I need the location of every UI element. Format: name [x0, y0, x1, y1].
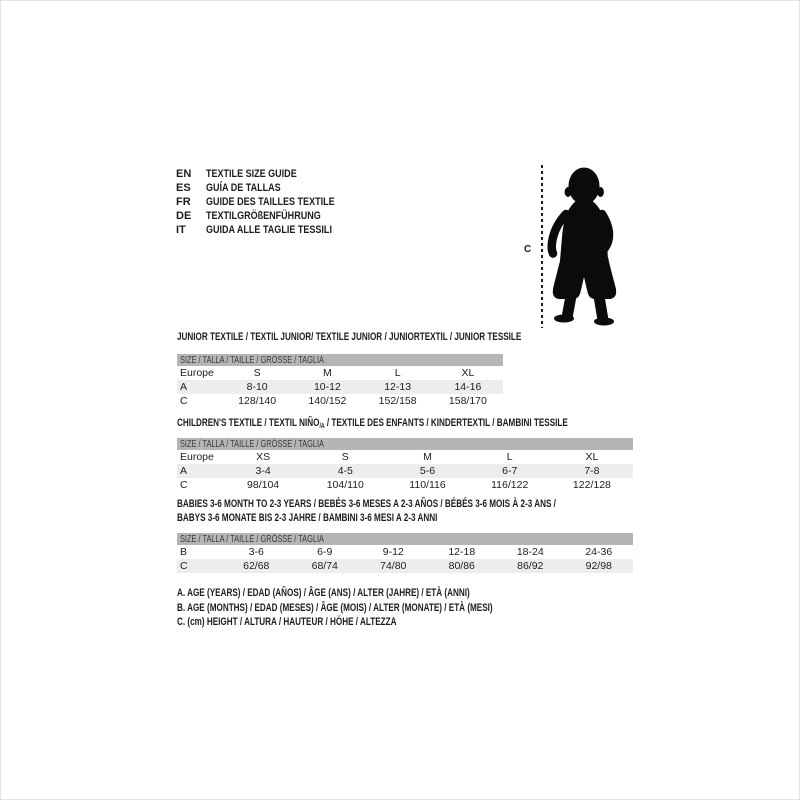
row-label: A	[180, 381, 188, 393]
row-label: C	[180, 560, 188, 572]
language-title: GUIDE DES TAILLES TEXTILE	[206, 196, 335, 208]
age-cell: 5-6	[419, 465, 436, 477]
legend-c-height-cm: C. (cm) HEIGHT / ALTURA / HAUTEUR / HÖHE / ALTEZZA	[177, 616, 397, 628]
junior-table-title-text: JUNIOR TEXTILE / TEXTIL JUNIOR/ TEXTILE JUNIOR / JUNIORTEXTIL / JUNIOR TESSILE	[177, 331, 522, 343]
babies-table-title-line1: BABIES 3-6 MONTH TO 2-3 YEARS / BEBÉS 3-6 MESES A 2-3 AÑOS / BÉBÉS 3-6 MOIS À 2-3 ANS /	[177, 498, 556, 510]
row-label: Europe	[180, 367, 214, 379]
toddler-silhouette-image	[546, 165, 624, 327]
age-cell: 9-12	[382, 546, 404, 558]
height-cell: 128/140	[238, 395, 277, 407]
language-code: EN	[176, 168, 192, 180]
size-header-row	[177, 354, 503, 366]
age-years-row	[177, 464, 633, 478]
size-cell: M	[323, 367, 332, 379]
height-cell: 74/80	[380, 560, 407, 572]
children-table-title-text: CHILDREN'S TEXTILE / TEXTIL $NIÑO_{/A}$ / TEXTILE DES ENFANTS / KINDERTEXTIL / BAMBINI TESSILE	[177, 417, 568, 430]
age-cell: 3-6	[248, 546, 264, 558]
age-cell: 12-13	[384, 381, 412, 393]
language-row-it	[176, 223, 363, 237]
height-cell: 104/110	[326, 479, 364, 491]
language-row-de	[176, 209, 363, 223]
age-cell: 12-18	[448, 546, 476, 558]
measure-legend	[177, 587, 604, 631]
babies-table-title-line2: BABYS 3-6 MONATE BIS 2-3 JAHRE / BAMBINI 3-6 MESI A 2-3 ANNI	[177, 511, 438, 524]
babies-table-title	[177, 498, 689, 525]
europe-sizes-row	[177, 366, 503, 380]
size-cell: L	[506, 451, 513, 463]
height-cell: 86/92	[517, 560, 544, 572]
height-measure-label: C	[524, 244, 532, 255]
age-cell: 6-7	[502, 465, 518, 477]
height-cm-row	[177, 394, 503, 408]
children-table-title	[177, 417, 705, 434]
language-code: FR	[176, 196, 191, 208]
language-title: TEXTILE SIZE GUIDE	[206, 168, 297, 180]
age-cell: 4-5	[337, 465, 353, 477]
age-cell: 7-8	[584, 465, 600, 477]
row-label: C	[180, 479, 188, 491]
language-title: TEXTILGRÖßENFÜHRUNG	[206, 210, 321, 222]
height-cell: 152/158	[378, 395, 417, 407]
legend-b-age-months: B. AGE (MONTHS) / EDAD (MESES) / ÂGE (MOIS) / ALTER (MONATE) / ETÀ (MESI)	[177, 601, 493, 614]
children-size-table	[177, 438, 633, 492]
height-cell: 110/116	[409, 479, 446, 491]
size-cell: L	[394, 367, 401, 379]
age-cell: 18-24	[516, 546, 544, 558]
age-cell: 3-4	[255, 465, 271, 477]
language-title: GUÍA DE TALLAS	[206, 182, 281, 194]
size-cell: XL	[461, 367, 475, 379]
row-label: Europe	[180, 451, 214, 463]
height-cell: 62/68	[243, 560, 270, 572]
language-code: DE	[176, 210, 192, 222]
language-row-en	[176, 167, 363, 181]
age-cell: 10-12	[313, 381, 341, 393]
size-header-row	[177, 438, 633, 450]
size-cell: S	[253, 367, 261, 379]
junior-size-table	[177, 354, 503, 408]
height-cell: 92/98	[585, 560, 612, 572]
junior-table-title	[177, 331, 642, 345]
height-cell: 158/170	[448, 395, 487, 407]
height-cell: 140/152	[308, 395, 347, 407]
europe-sizes-row	[177, 450, 633, 464]
row-label: A	[180, 465, 188, 477]
size-cell: XS	[256, 451, 271, 463]
height-cell: 80/86	[448, 560, 475, 572]
nino-a-subscript: /A	[319, 423, 325, 430]
language-code: IT	[176, 224, 186, 236]
size-header-label: SIZE / TALLA / TAILLE / GRÖSSE / TAGLIA	[180, 438, 324, 450]
age-cell: 8-10	[246, 381, 268, 393]
language-row-fr	[176, 195, 363, 209]
legend-a-age-years: A. AGE (YEARS) / EDAD (AÑOS) / ÂGE (ANS) / ALTER (JAHRE) / ETÀ (ANNI)	[177, 587, 470, 599]
row-label: C	[180, 395, 188, 407]
size-header-label: SIZE / TALLA / TAILLE / GRÖSSE / TAGLIA	[180, 354, 324, 366]
size-header-row	[177, 533, 633, 545]
row-label: B	[180, 546, 188, 558]
height-cell: 116/122	[491, 479, 529, 491]
age-years-row	[177, 380, 503, 394]
height-cell: 98/104	[247, 479, 280, 491]
age-cell: 14-16	[454, 381, 482, 393]
language-code: ES	[176, 182, 191, 194]
age-cell: 24-36	[585, 546, 613, 558]
size-cell: M	[423, 451, 432, 463]
height-cm-row	[177, 478, 633, 492]
language-list	[176, 167, 363, 237]
size-cell: S	[341, 451, 349, 463]
height-dashed-line	[541, 165, 543, 328]
babies-size-table	[177, 533, 633, 573]
size-header-label: SIZE / TALLA / TAILLE / GRÖSSE / TAGLIA	[180, 533, 324, 545]
age-months-row	[177, 545, 633, 559]
age-cell: 6-9	[317, 546, 333, 558]
height-cell: 122/128	[572, 479, 611, 491]
size-cell: XL	[585, 451, 599, 463]
language-title: GUIDA ALLE TAGLIE TESSILI	[206, 224, 332, 236]
height-cm-row	[177, 559, 633, 573]
language-row-es	[176, 181, 363, 195]
height-cell: 68/74	[311, 560, 338, 572]
